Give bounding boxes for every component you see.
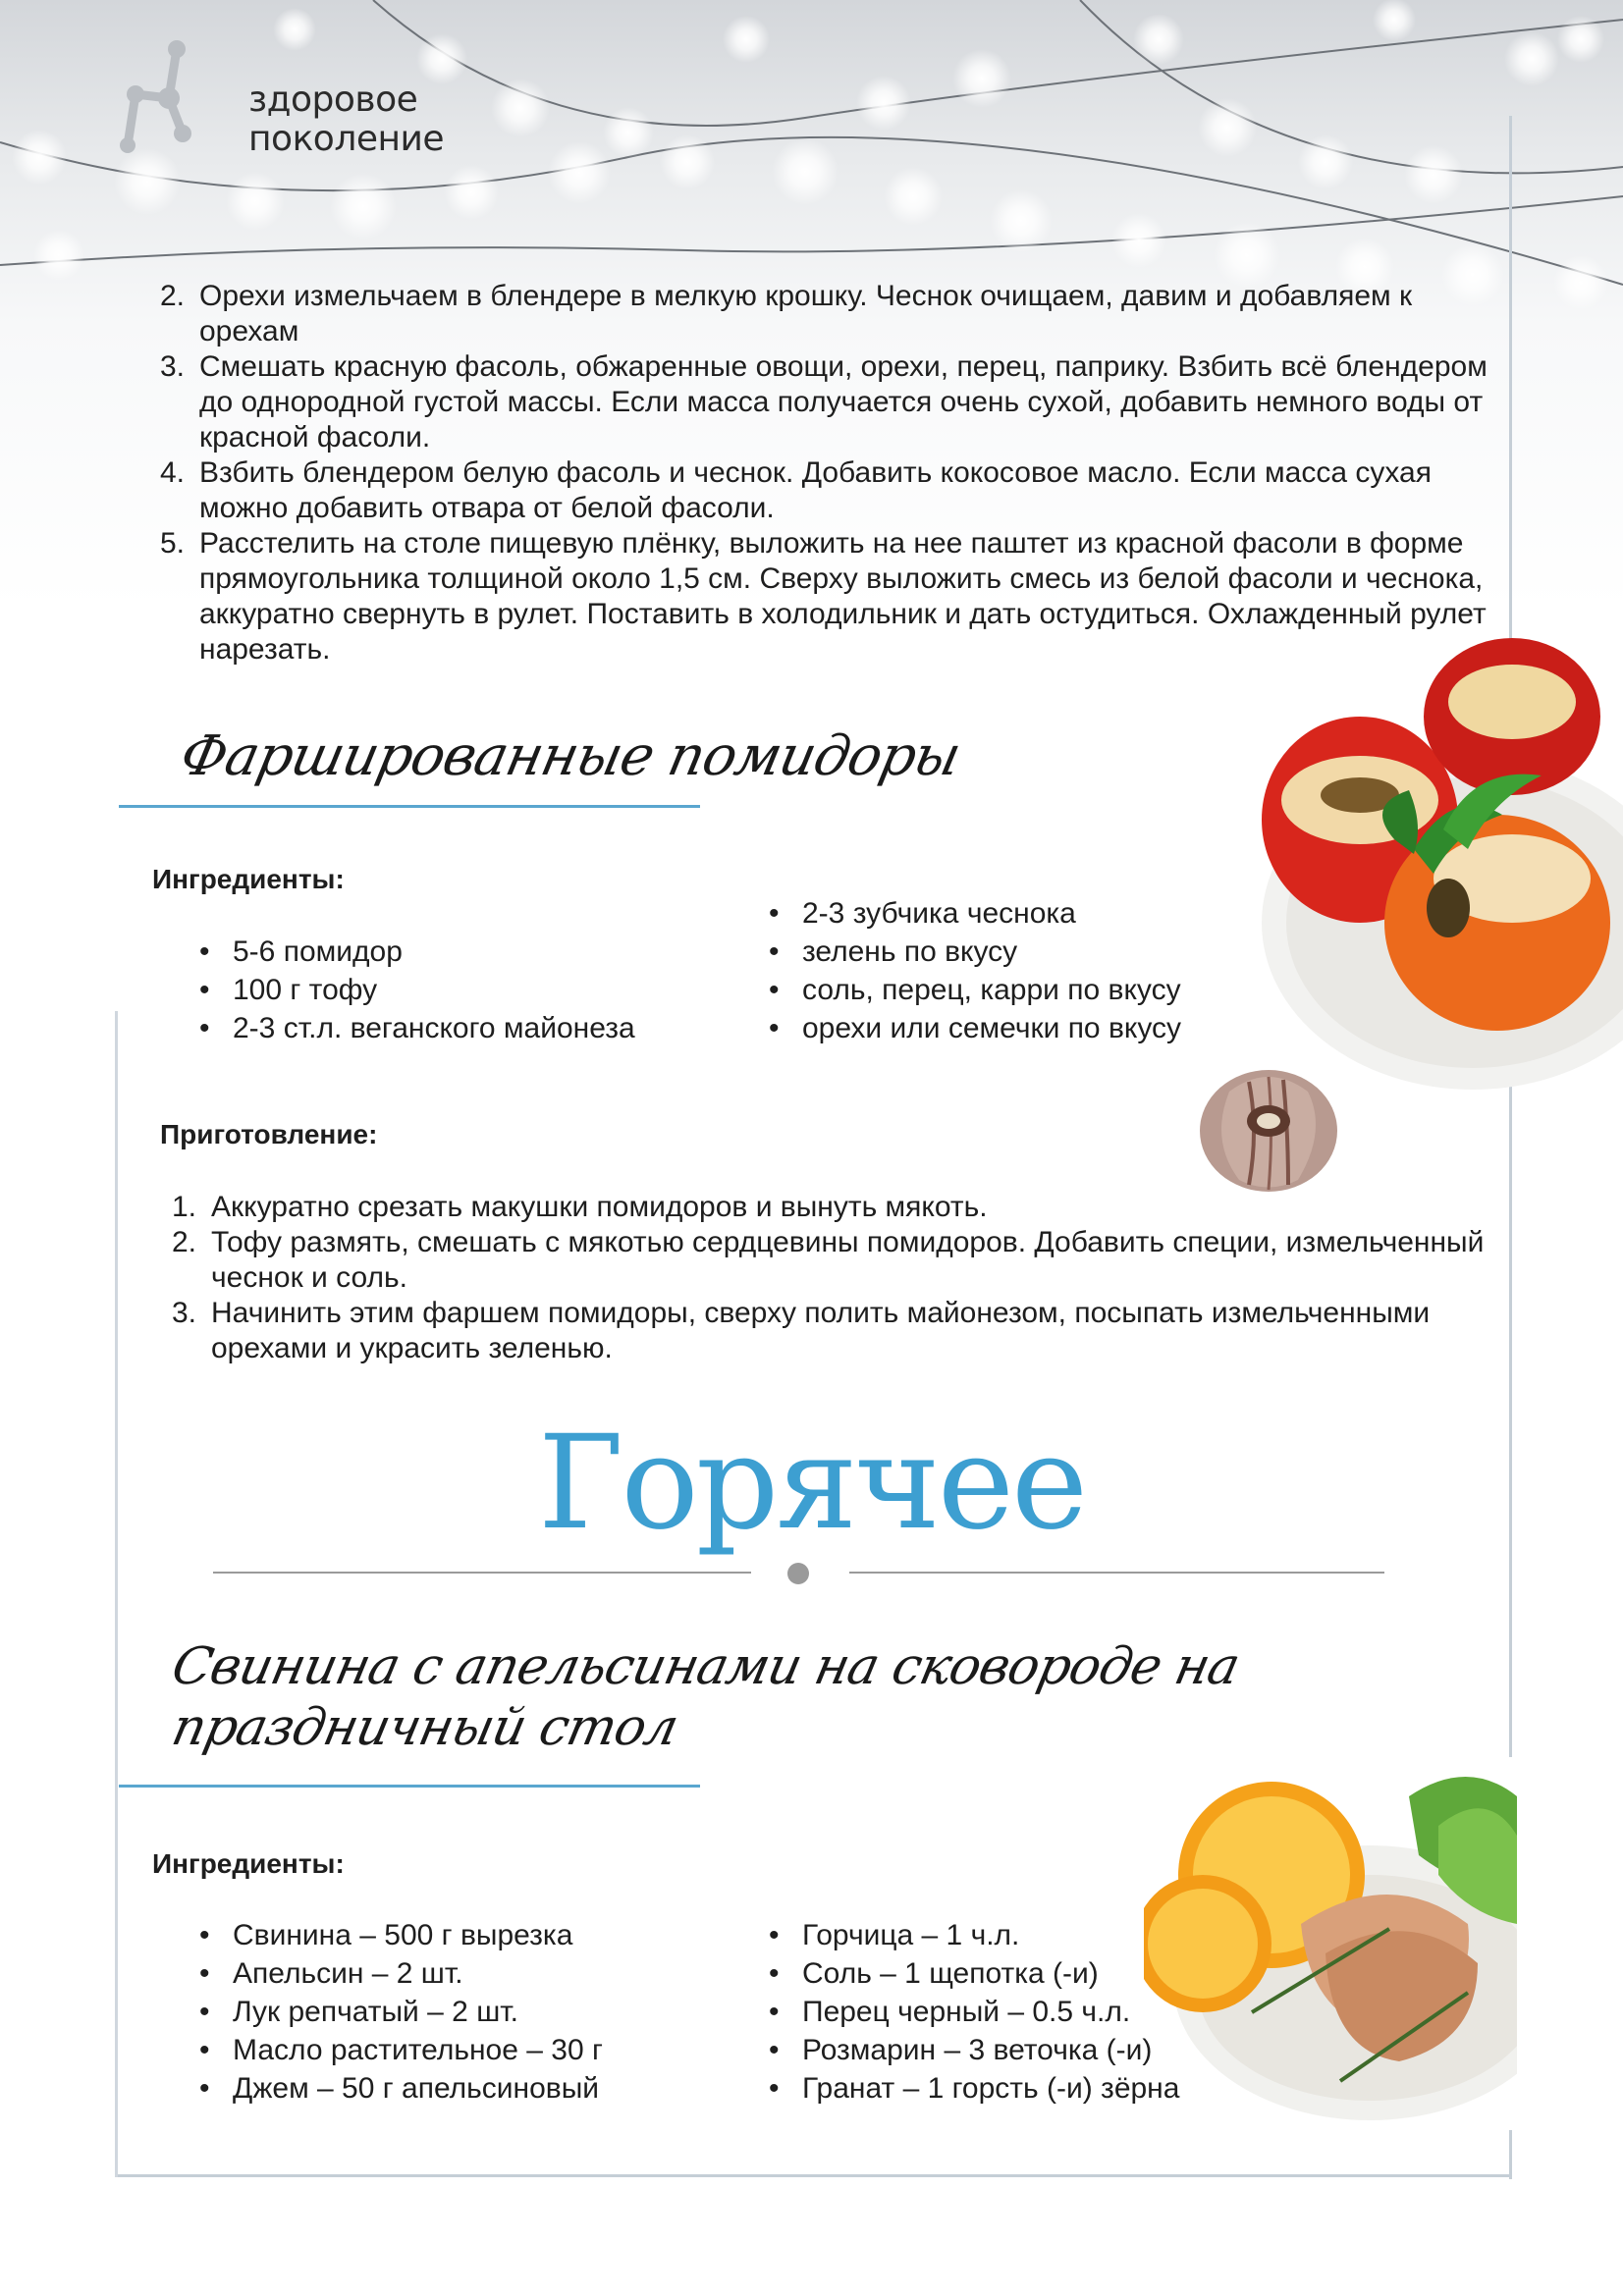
- step-text: Взбить блендером белую фасоль и чеснок. Добавить кокосовое масло. Если масса сухая можно добавить отвара от белой фасоли.: [199, 456, 1432, 524]
- preparation-label: Приготовление:: [160, 1119, 378, 1149]
- list-item: • Свинина – 500 г вырезка: [193, 1916, 603, 1954]
- section-divider-right: [849, 1572, 1384, 1574]
- recipe-title-pork-oranges-line1: Свинина с апельсинами на сковороде на: [167, 1637, 1245, 1696]
- step-text: Начинить этим фаршем помидоры, сверху полить майонезом, посыпать измельченными орехами и украсить зеленью.: [211, 1297, 1431, 1364]
- list-item: [160, 349, 1505, 455]
- brand-name: здоровое поколение: [248, 80, 445, 159]
- page-frame-left: [115, 1011, 118, 2177]
- brand-logo-text: [248, 80, 474, 159]
- step-number: 2.: [172, 1226, 197, 1258]
- step-number: 3.: [172, 1297, 197, 1329]
- step-number: 2.: [160, 280, 186, 312]
- step-number: 5.: [160, 527, 186, 560]
- section-divider-left: [213, 1572, 751, 1574]
- step-text: Расстелить на столе пищевую плёнку, выложить на нее паштет из красной фасоли в форме прямоугольника толщиной около 1,5 см. Сверху выложить смесь из белой фасоли и чеснока, аккуратно свернуть в рулет. Поставить в холодильник и дать остудиться. Охлажденный рулет нарезать.: [199, 527, 1487, 666]
- list-item: • Перец черный – 0.5 ч.л.: [763, 1993, 1179, 2031]
- list-item: • Масло растительное – 30 г: [193, 2031, 603, 2069]
- page-frame-bottom: [115, 2174, 1512, 2177]
- list-item: • Гранат – 1 горсть (-и) зёрна: [763, 2069, 1179, 2108]
- previous-recipe-steps: [160, 279, 1505, 667]
- garlic-photo: [1190, 1052, 1347, 1200]
- title-underline: [119, 805, 700, 808]
- ingredients-list-left: [193, 933, 635, 1047]
- list-item: • Лук репчатый – 2 шт.: [193, 1993, 603, 2031]
- list-item: • Горчица – 1 ч.л.: [763, 1916, 1179, 1954]
- list-item: • Соль – 1 щепотка (-и): [763, 1954, 1179, 1993]
- preparation-steps: [172, 1190, 1497, 1366]
- ingredients-label: Ингредиенты:: [152, 864, 345, 894]
- pork-orange-photo: [1144, 1757, 1517, 2130]
- list-item: • соль, перец, карри по вкусу: [763, 971, 1181, 1009]
- ingredients-list-left: [193, 1916, 603, 2108]
- step-text: Тофу размять, смешать с мякотью сердцевины помидоров. Добавить специи, измельченный чеснок и соль.: [211, 1226, 1485, 1294]
- list-item: [160, 455, 1505, 526]
- section-divider-dot: [787, 1563, 809, 1584]
- step-number: 1.: [172, 1191, 197, 1223]
- stuffed-peppers-photo: [1247, 628, 1623, 1090]
- ingredients-list-right: [763, 894, 1181, 1047]
- recipe-title-stuffed-tomatoes: Фаршированные помидоры: [175, 724, 966, 788]
- recipe-title-pork-oranges-line2: праздничный стол: [167, 1698, 683, 1757]
- list-item: • Апельсин – 2 шт.: [193, 1954, 603, 1993]
- ingredients-list-right: [763, 1916, 1179, 2108]
- step-text: Аккуратно срезать макушки помидоров и вынуть мякоть.: [211, 1191, 988, 1223]
- list-item: • 100 г тофу: [193, 971, 635, 1009]
- list-item: • зелень по вкусу: [763, 933, 1181, 971]
- section-heading-hot-dishes: Горячее: [537, 1408, 1086, 1559]
- step-text: Смешать красную фасоль, обжаренные овощи, орехи, перец, паприку. Взбить всё блендером до однородной густой массы. Если масса получается очень сухой, добавить немного воды от красной фасоли.: [199, 350, 1488, 454]
- string-lights-decoration: [0, 0, 1623, 314]
- list-item: • 2-3 ст.л. веганского майонеза: [193, 1009, 635, 1047]
- step-text: Орехи измельчаем в блендере в мелкую крошку. Чеснок очищаем, давим и добавляем к орехам: [199, 280, 1413, 347]
- step-number: 4.: [160, 456, 186, 489]
- list-item: • 2-3 зубчика чеснока: [763, 894, 1181, 933]
- list-item: • Розмарин – 3 веточка (-и): [763, 2031, 1179, 2069]
- step-number: 3.: [160, 350, 186, 383]
- title-underline: [119, 1785, 700, 1788]
- list-item: [172, 1190, 1497, 1225]
- molecule-logo-icon: [118, 37, 206, 160]
- ingredients-label: Ингредиенты:: [152, 1848, 345, 1879]
- list-item: [160, 279, 1505, 349]
- list-item: [172, 1225, 1497, 1296]
- list-item: • Джем – 50 г апельсиновый: [193, 2069, 603, 2108]
- list-item: • 5-6 помидор: [193, 933, 635, 971]
- list-item: [172, 1296, 1497, 1366]
- list-item: • орехи или семечки по вкусу: [763, 1009, 1181, 1047]
